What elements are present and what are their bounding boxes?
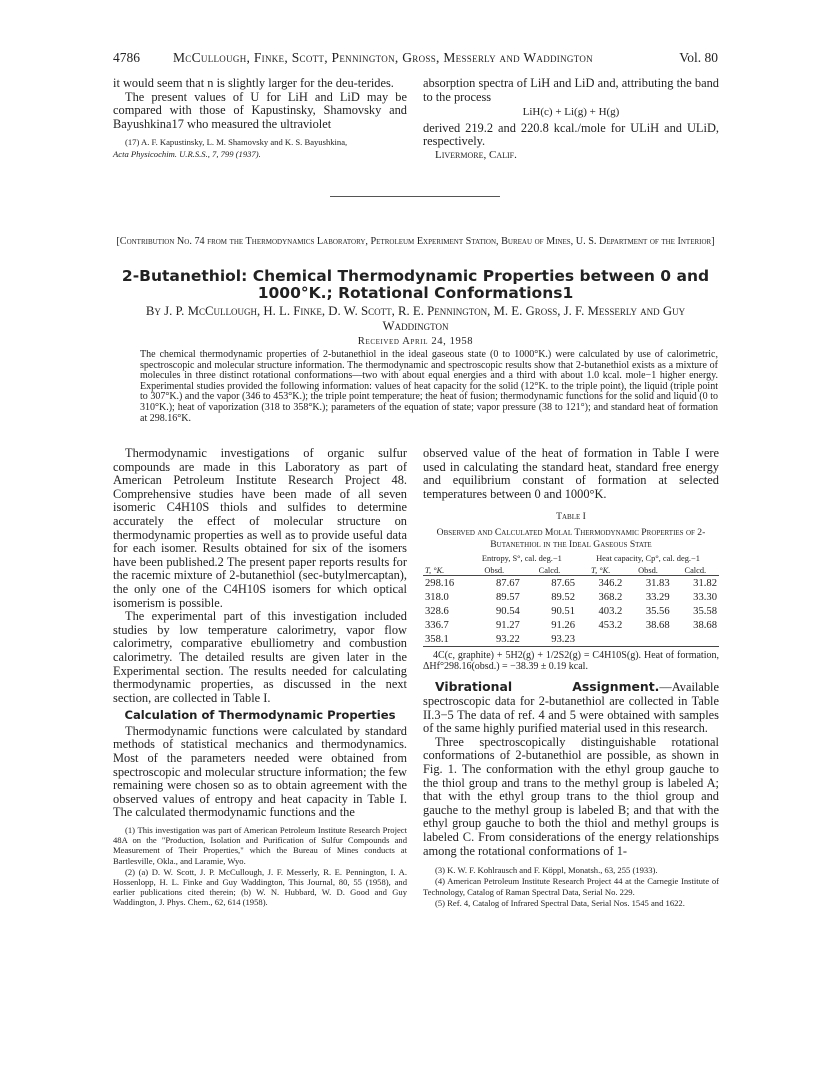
prev-right-paragraph-1: absorption spectra of LiH and LiD and, attributing the band to the process (423, 76, 719, 104)
intro-paragraph: Thermodynamic investigations of organic sulfur compounds are made in this Laboratory as part of American Petroleum Institute Research Project 48. Comprehensive studies have been made of all seven isomeric C4H10S thiols and sulfides to determine accurately the effect of molecular structure on thermodynamic properties as well as to provide useful data for each isomer. Results obtained for six of the isomers have been published.2 The present paper reports results for the racemic mixture of 2-butanethiol (sec-butylmercaptan), the only one of the C4H10S isomers for which optical isomerism is possible. (113, 446, 407, 610)
prev-article-right (423, 77, 719, 163)
received-date: Received April 24, 1958 (357, 336, 474, 347)
left-column (113, 447, 407, 909)
right-paragraph-1: observed value of the heat of formation in Table I were used in calculating the standard heat, standard free energy and equilibrium constant of formation at selected temperatures between 0 and 1000°K. (423, 446, 719, 501)
table-row: 328.6 90.54 90.51 403.2 35.56 35.58 (425, 605, 717, 617)
table-caption: Observed and Calculated Molal Thermodynamic Properties of 2-Butanethiol in the Ideal Gaseous State (436, 527, 706, 551)
prev-right-paragraph-2: derived 219.2 and 220.8 kcal./mole for ULiH and ULiD, respectively. (423, 120, 719, 149)
left-footnotes (113, 825, 407, 908)
col-temp-2: T, °K. (591, 565, 611, 575)
abstract: The chemical thermodynamic properties of 2-butanethiol in the ideal gaseous state (0 to 1000°K.) were calculated by use of calorimetric, spectroscopic and molecular structure information. The thermodynamic and spectroscopic results show that 2-butanethiol exists as a mixture of molecules in three distinct rotational conformations—two with about equal energies and a third with about 1.0 kcal. mole−1 higher energy. Experimental studies provided the following information: values of heat capacity for the solid (12°K. to the triple point), the liquid (triple point to 307°K.) and the vapor (346 to 453°K.); the triple point temperature; the heat of fusion; thermodynamic functions for the solid and liquid (0 to 310°K.); heat of vaporization (318 to 358°K.); parameters of the equation of state; vapor pressure (38 to 121°); and standard heat of formation at 298.16°K. (140, 349, 718, 424)
prev-article-left (113, 77, 407, 160)
conformation-paragraph: Three spectroscopically distinguishable rotational conformations of 2-butanethiol are possible, as shown in Fig. 1. The conformation with the ethyl group gauche to the thiol group and trans to the methyl group is labeled A; that with the ethyl group trans to the thiol group and gauche to the methyl group is labeled B; and that with the ethyl group gauche to both the thiol and methyl groups is labeled C. From considerations of the energy relationships among the rotational conformations of 1- (423, 734, 719, 858)
table-label: Table I (556, 511, 586, 523)
table-row: 358.1 93.22 93.23 (423, 632, 719, 647)
table-row: 318.0 89.57 89.52 368.2 33.29 33.30 (425, 591, 717, 603)
footnote-4: (4) American Petroleum Institute Research Project 44 at the Carnegie Institute of Technology, Catalog of Raman Spectral Data, Serial No. 229. (423, 876, 719, 897)
prev-footnote-17 (113, 137, 407, 158)
author-byline: By J. P. McCullough, H. L. Finke, D. W. Scott, R. E. Pennington, M. E. Gross, J. F. Messerly and Guy Waddington (145, 304, 686, 333)
vibrational-paragraph (423, 680, 719, 735)
article-separator (330, 196, 500, 197)
table-head-entropy: Entropy, S°, cal. deg.−1 (481, 553, 562, 563)
prev-left-paragraph-2: The present values of U for LiH and LiD may be compared with those of Kapustinsky, Shamovsky and Bayushkina17 who measured the ultraviolet (113, 89, 407, 131)
calculation-paragraph: Thermodynamic functions were calculated by standard methods of statistical mechanics and thermodynamics. Most of the parameters needed were obtained from spectroscopic and molecular structure information; the few remaining were chosen so as to obtain agreement with the observed values of entropy and heat capacity in Table I. The calculated thermodynamic functions and the (113, 723, 407, 820)
process-equation: LiH(c) + Li(g) + H(g) (522, 106, 620, 119)
vibrational-heading: Vibrational Assignment. (435, 679, 660, 695)
prev-left-paragraph-1: it would seem that n is slightly larger for the deu-terides. (113, 76, 394, 90)
experimental-paragraph: The experimental part of this investigation included studies by low temperature calorimetry, vapor flow calorimetry, comparative ebulliometry and combustion calorimetry. The detailed results are given later in the Experimental section. The results needed for calculating thermodynamic properties, as discussed in the next section, are collected in Table I. (113, 609, 407, 705)
right-footnotes (423, 865, 719, 908)
footnote-17-line-2: Acta Physicochim. U.R.S.S., 7, 799 (1937). (113, 148, 261, 159)
thermo-table (423, 551, 719, 647)
header-volume: Vol. 80 (679, 50, 718, 65)
table-head-heatcap: Heat capacity, Cp°, cal. deg.−1 (596, 553, 700, 563)
section-heading: Calculation of Thermodynamic Properties (124, 708, 396, 723)
running-header (113, 50, 718, 68)
footnote-3: (3) K. W. F. Kohlrausch and F. Köppl, Monatsh., 63, 255 (1933). (435, 865, 658, 876)
table-row: 336.7 91.27 91.26 453.2 38.68 38.68 (425, 619, 717, 631)
header-authors: McCullough, Finke, Scott, Pennington, Gross, Messerly and Waddington (173, 50, 593, 65)
table-row: 298.16 87.67 87.65 346.2 31.83 31.82 (425, 577, 717, 589)
table-note: 4C(c, graphite) + 5H2(g) + 1/2S2(g) = C4H10S(g). Heat of formation, ΔHf°298.16(obsd.) = −38.39 ± 0.19 kcal. (423, 650, 719, 673)
col-obsd-2: Obsd. (638, 565, 658, 575)
article-title: 2-Butanethiol: Chemical Thermodynamic Properties between 0 and 1000°K.; Rotational Conformations1 (121, 267, 710, 302)
footnote-17-line-1: (17) A. F. Kapustinsky, L. M. Shamovsky and K. S. Bayushkina, (125, 137, 348, 148)
col-obsd-1: Obsd. (484, 565, 505, 575)
col-calcd-2: Calcd. (684, 565, 707, 575)
right-column (423, 447, 719, 909)
footnote-5: (5) Ref. 4, Catalog of Infrared Spectral Data, Serial Nos. 1545 and 1622. (435, 897, 685, 908)
footnote-1: (1) This investigation was part of American Petroleum Institute Research Project 48A on the "Production, Isolation and Purification of Sulfur Compounds and Measurement of Their Properties," which the Bureau of Mines conducts at Bartlesville, Okla., and Laramie, Wyo. (113, 825, 407, 866)
footnote-2: (2) (a) D. W. Scott, J. P. McCullough, J. F. Messerly, R. E. Pennington, I. A. Hossenlopp, H. L. Finke and Guy Waddington, This Journal, 80, 55 (1958), and earlier publications cited therein; (b) W. N. Hubbard, W. D. Good and Guy Waddington, J. Phys. Chem., 62, 614 (1958). (113, 866, 407, 908)
vibrational-text: —Available spectroscopic data for 2-butanethiol are collected in Table II.3−5 The data of ref. 4 and 5 were obtained with samples of the same highly purified material used in this research. (423, 680, 719, 736)
contribution-note: [Contribution No. 74 from the Thermodynamics Laboratory, Petroleum Experiment Station, Bureau of Mines, U. S. Department of the Interior] (116, 236, 715, 247)
page-number: 4786 (113, 50, 140, 65)
col-calcd-1: Calcd. (538, 565, 561, 575)
col-temp-1: T, °K. (425, 565, 445, 575)
location-line: Livermore, Calif. (435, 148, 517, 161)
